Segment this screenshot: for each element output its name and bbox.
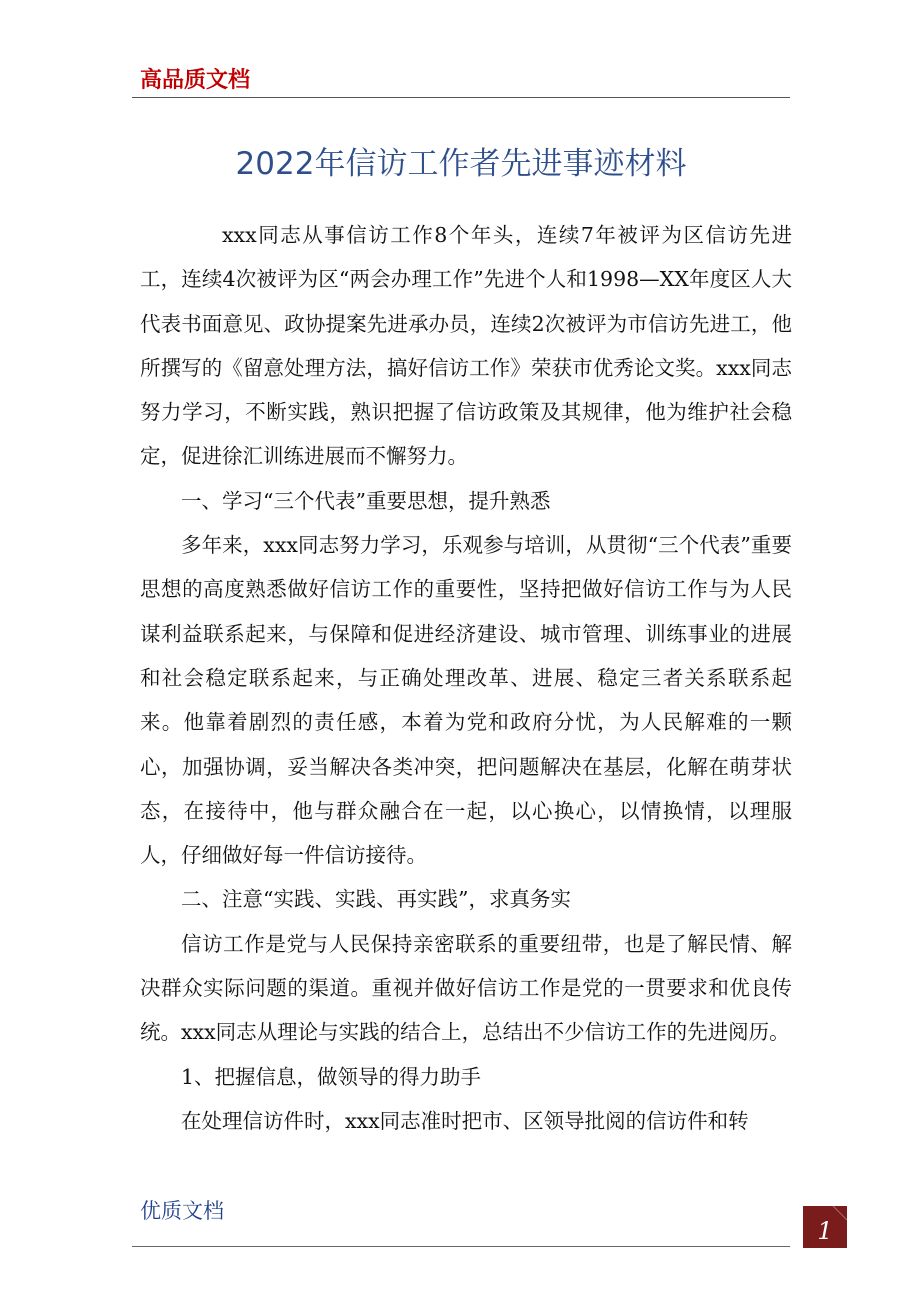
subsection-heading-1: 1、把握信息，做领导的得力助手	[181, 1064, 482, 1089]
paragraph-intro: xxx同志从事信访工作8个年头，连续7年被评为区信访先进工，连续4次被评为区“两会办理工作”先进个人和1998—XX年度区人大代表书面意见、政协提案先进承办员，连续2次被评为市信访先进工，他所撰写的《留意处理方法，搞好信访工作》荣获市优秀论文奖。xxx同志努力学习，不断实践，熟识把握了信访政策及其规律，他为维护社会稳定，促进徐汇训练进展而不懈努力。	[140, 223, 792, 469]
header-divider	[132, 97, 790, 98]
paragraph-section-1: 多年来，xxx同志努力学习，乐观参与培训，从贯彻“三个代表”重要思想的高度熟悉做好信访工作的重要性，坚持把做好信访工作与为人民谋利益联系起来，与保障和促进经济建设、城市管理、训练事业的进展和社会稳定联系起来，与正确处理改革、进展、稳定三者关系联系起来。他靠着剧烈的责任感，本着为党和政府分忧，为人民解难的一颗心，加强协调，妥当解决各类冲突，把问题解决在基层，化解在萌芽状态，在接待中，他与群众融合在一起，以心换心，以情换情，以理服人，仔细做好每一件信访接待。	[140, 533, 792, 868]
document-title: 2022年信访工作者先进事迹材料	[235, 146, 687, 182]
paragraph-subsection-1: 在处理信访件时，xxx同志准时把市、区领导批阅的信访件和转	[181, 1108, 749, 1133]
page-number-badge	[803, 1206, 847, 1248]
section-heading-2: 二、注意“实践、实践、再实践”，求真务实	[181, 887, 571, 912]
document-body	[140, 213, 792, 1143]
page-number: 1	[817, 1217, 833, 1245]
footer-label: 优质文档	[140, 1199, 224, 1223]
paragraph-section-2: 信访工作是党与人民保持亲密联系的重要纽带，也是了解民情、解决群众实际问题的渠道。重视并做好信访工作是党的一贯要求和优良传统。xxx同志从理论与实践的结合上，总结出不少信访工作的先进阅历。	[140, 931, 792, 1045]
footer-divider	[132, 1246, 790, 1247]
header-title: 高品质文档	[140, 68, 251, 93]
section-heading-1: 一、学习“三个代表”重要思想，提升熟悉	[181, 488, 551, 513]
